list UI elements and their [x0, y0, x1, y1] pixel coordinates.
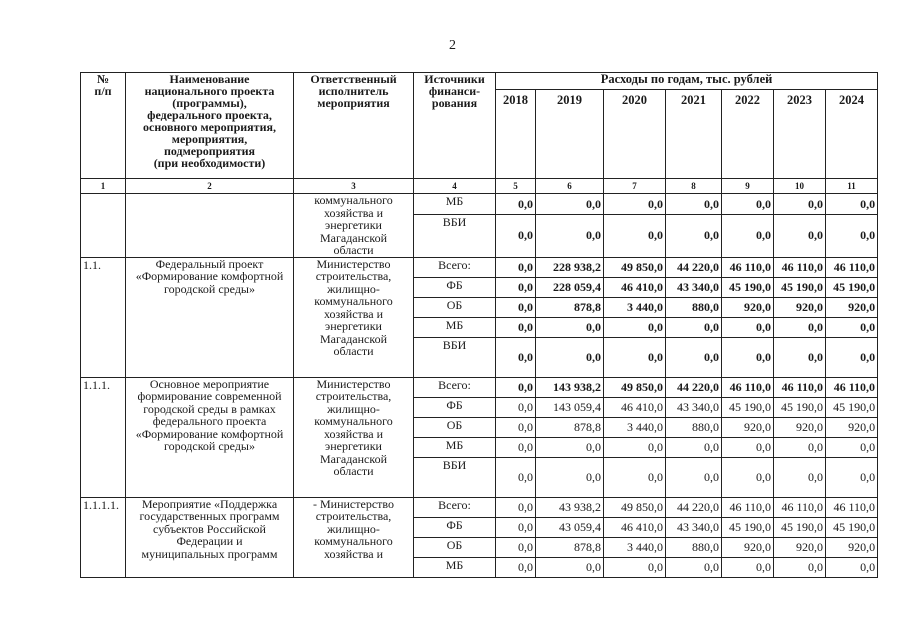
expense-value: 880,0: [666, 297, 722, 317]
header-expenses: Расходы по годам, тыс. рублей: [496, 73, 878, 90]
expense-value: 45 190,0: [826, 517, 878, 537]
table-row: [81, 497, 878, 517]
expense-value: 878,8: [536, 537, 604, 557]
expense-value: 0,0: [496, 317, 536, 337]
expense-value: 0,0: [666, 437, 722, 457]
header-year: 2022: [722, 90, 774, 179]
expense-value: 0,0: [774, 215, 826, 257]
responsible-executor: - Министерство строительства, жилищно- коммунального хозяйства и: [294, 497, 414, 577]
expense-value: 46 110,0: [722, 257, 774, 277]
expense-value: 0,0: [666, 215, 722, 257]
column-number: 6: [536, 179, 604, 194]
expense-value: 0,0: [826, 194, 878, 215]
expense-value: 43 340,0: [666, 517, 722, 537]
expense-value: 0,0: [826, 457, 878, 497]
expense-value: 0,0: [536, 215, 604, 257]
funding-source: ОБ: [414, 537, 496, 557]
table-row: [81, 194, 878, 215]
funding-source: ВБИ: [414, 457, 496, 497]
project-name: Основное мероприятие формирование современной городской среды в рамках федерального проекта «Формирование комфортной городской среды»: [126, 377, 294, 497]
expense-value: 49 850,0: [604, 257, 666, 277]
expense-value: 0,0: [536, 557, 604, 577]
expense-value: 0,0: [496, 417, 536, 437]
table-body: [81, 194, 878, 578]
budget-table: [80, 72, 878, 578]
expense-value: 45 190,0: [774, 277, 826, 297]
expense-value: 0,0: [496, 337, 536, 377]
expense-value: 0,0: [604, 194, 666, 215]
expense-value: 45 190,0: [826, 277, 878, 297]
column-number: 11: [826, 179, 878, 194]
expense-value: 0,0: [774, 457, 826, 497]
expense-value: 3 440,0: [604, 417, 666, 437]
expense-value: 0,0: [774, 194, 826, 215]
expense-value: 0,0: [496, 517, 536, 537]
expense-value: 228 059,4: [536, 277, 604, 297]
expense-value: 46 410,0: [604, 397, 666, 417]
expense-value: 0,0: [604, 337, 666, 377]
header-year: 2023: [774, 90, 826, 179]
expense-value: 0,0: [722, 557, 774, 577]
table-row: [81, 257, 878, 277]
expense-value: 920,0: [722, 537, 774, 557]
expense-value: 3 440,0: [604, 537, 666, 557]
header-row-1: [81, 73, 878, 90]
funding-source: МБ: [414, 437, 496, 457]
expense-value: 0,0: [826, 437, 878, 457]
expense-value: 0,0: [826, 557, 878, 577]
table-row: [81, 377, 878, 397]
expense-value: 0,0: [666, 557, 722, 577]
header-name: Наименование национального проекта (программы), федерального проекта, основного мероприятия, мероприятия, подмероприятия (при необходимости): [126, 73, 294, 179]
column-number: 1: [81, 179, 126, 194]
expense-value: 45 190,0: [722, 277, 774, 297]
column-number: 8: [666, 179, 722, 194]
expense-value: 0,0: [496, 257, 536, 277]
expense-value: 0,0: [666, 457, 722, 497]
page-number: 2: [449, 38, 456, 53]
expense-value: 0,0: [666, 337, 722, 377]
row-number: 1.1.1.1.: [81, 497, 126, 577]
expense-value: 0,0: [604, 557, 666, 577]
expense-value: 0,0: [604, 457, 666, 497]
expense-value: 46 110,0: [722, 497, 774, 517]
project-name: [126, 194, 294, 258]
funding-source: МБ: [414, 557, 496, 577]
expense-value: 0,0: [496, 537, 536, 557]
expense-value: 0,0: [496, 277, 536, 297]
expense-value: 0,0: [826, 317, 878, 337]
expense-value: 46 110,0: [774, 257, 826, 277]
expense-value: 0,0: [536, 337, 604, 377]
column-number-row: [81, 179, 878, 194]
funding-source: ФБ: [414, 517, 496, 537]
project-name: Мероприятие «Поддержка государственных программ субъектов Российской Федерации и муниципальных программ: [126, 497, 294, 577]
expense-value: 44 220,0: [666, 497, 722, 517]
funding-source: Всего:: [414, 497, 496, 517]
expense-value: 0,0: [536, 457, 604, 497]
header-responsible: Ответственный исполнитель мероприятия: [294, 73, 414, 179]
expense-value: 920,0: [826, 297, 878, 317]
header-source: Источники финанси- рования: [414, 73, 496, 179]
funding-source: ВБИ: [414, 337, 496, 377]
column-number: 5: [496, 179, 536, 194]
expense-value: 920,0: [722, 297, 774, 317]
expense-value: 0,0: [496, 457, 536, 497]
responsible-executor: Министерство строительства, жилищно- коммунального хозяйства и энергетики Магаданской области: [294, 377, 414, 497]
expense-value: 0,0: [774, 317, 826, 337]
expense-value: 46 410,0: [604, 277, 666, 297]
expense-value: 0,0: [604, 437, 666, 457]
expense-value: 880,0: [666, 417, 722, 437]
header-year: 2020: [604, 90, 666, 179]
expense-value: 45 190,0: [774, 397, 826, 417]
expense-value: 44 220,0: [666, 377, 722, 397]
expense-value: 143 938,2: [536, 377, 604, 397]
funding-source: ФБ: [414, 397, 496, 417]
expense-value: 0,0: [722, 457, 774, 497]
expense-value: 0,0: [722, 337, 774, 377]
column-number: 4: [414, 179, 496, 194]
expense-value: 49 850,0: [604, 497, 666, 517]
expense-value: 920,0: [826, 537, 878, 557]
responsible-executor: коммунального хозяйства и энергетики Магаданской области: [294, 194, 414, 258]
expense-value: 46 110,0: [722, 377, 774, 397]
expense-value: 43 340,0: [666, 277, 722, 297]
expense-value: 45 190,0: [722, 397, 774, 417]
expense-value: 45 190,0: [774, 517, 826, 537]
header-no: № п/п: [81, 73, 126, 179]
expense-value: 0,0: [826, 215, 878, 257]
header-year: 2019: [536, 90, 604, 179]
funding-source: МБ: [414, 317, 496, 337]
column-number: 3: [294, 179, 414, 194]
funding-source: ОБ: [414, 297, 496, 317]
expense-value: 0,0: [496, 497, 536, 517]
expense-value: 0,0: [774, 337, 826, 377]
expense-value: 43 340,0: [666, 397, 722, 417]
funding-source: ВБИ: [414, 215, 496, 257]
expense-value: 878,8: [536, 417, 604, 437]
funding-source: ФБ: [414, 277, 496, 297]
expense-value: 0,0: [496, 215, 536, 257]
expense-value: 3 440,0: [604, 297, 666, 317]
expense-value: 920,0: [826, 417, 878, 437]
expense-value: 0,0: [536, 194, 604, 215]
expense-value: 46 110,0: [826, 377, 878, 397]
expense-value: 920,0: [774, 417, 826, 437]
funding-source: Всего:: [414, 377, 496, 397]
expense-value: 878,8: [536, 297, 604, 317]
expense-value: 0,0: [496, 437, 536, 457]
column-number: 9: [722, 179, 774, 194]
header-year: 2024: [826, 90, 878, 179]
header-year: 2018: [496, 90, 536, 179]
funding-source: ОБ: [414, 417, 496, 437]
expense-value: 0,0: [536, 317, 604, 337]
expense-value: 44 220,0: [666, 257, 722, 277]
expense-value: 0,0: [666, 194, 722, 215]
expense-value: 46 110,0: [774, 497, 826, 517]
expense-value: 0,0: [496, 377, 536, 397]
expense-value: 0,0: [604, 215, 666, 257]
expense-value: 0,0: [496, 397, 536, 417]
expense-value: 920,0: [722, 417, 774, 437]
expense-value: 0,0: [722, 437, 774, 457]
expense-value: 45 190,0: [826, 397, 878, 417]
expense-value: 0,0: [496, 557, 536, 577]
expense-value: 0,0: [666, 317, 722, 337]
column-number: 10: [774, 179, 826, 194]
expense-value: 143 059,4: [536, 397, 604, 417]
expense-value: 46 110,0: [774, 377, 826, 397]
expense-value: 228 938,2: [536, 257, 604, 277]
expense-value: 920,0: [774, 297, 826, 317]
expense-value: 880,0: [666, 537, 722, 557]
expense-value: 43 059,4: [536, 517, 604, 537]
row-number: 1.1.: [81, 257, 126, 377]
expense-value: 0,0: [722, 317, 774, 337]
expense-value: 0,0: [496, 297, 536, 317]
column-number: 2: [126, 179, 294, 194]
expense-value: 0,0: [774, 557, 826, 577]
expense-value: 43 938,2: [536, 497, 604, 517]
row-number: 1.1.1.: [81, 377, 126, 497]
expense-value: 46 410,0: [604, 517, 666, 537]
expense-value: 0,0: [826, 337, 878, 377]
expense-value: 46 110,0: [826, 497, 878, 517]
expense-value: 0,0: [722, 194, 774, 215]
expense-value: 0,0: [496, 194, 536, 215]
funding-source: МБ: [414, 194, 496, 215]
expense-value: 920,0: [774, 537, 826, 557]
project-name: Федеральный проект «Формирование комфортной городской среды»: [126, 257, 294, 377]
expense-value: 0,0: [722, 215, 774, 257]
funding-source: Всего:: [414, 257, 496, 277]
expense-value: 49 850,0: [604, 377, 666, 397]
column-number: 7: [604, 179, 666, 194]
expense-value: 0,0: [536, 437, 604, 457]
expense-value: 0,0: [774, 437, 826, 457]
expense-value: 45 190,0: [722, 517, 774, 537]
expense-value: 46 110,0: [826, 257, 878, 277]
expense-value: 0,0: [604, 317, 666, 337]
responsible-executor: Министерство строительства, жилищно- коммунального хозяйства и энергетики Магаданской области: [294, 257, 414, 377]
row-number: [81, 194, 126, 258]
header-year: 2021: [666, 90, 722, 179]
